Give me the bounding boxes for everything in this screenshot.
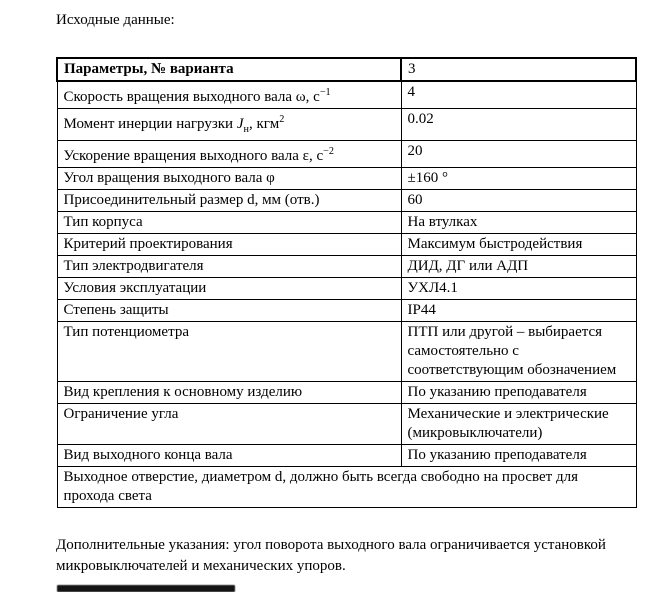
parameters-table: [56, 57, 637, 508]
table-row: [57, 81, 636, 109]
param-label-cell: Ускорение вращения выходного вала ε, $с^{-2}$: [57, 141, 401, 168]
table-row: [57, 278, 636, 300]
param-value-cell: УХЛ4.1: [401, 278, 636, 300]
additional-note: Дополнительные указания: угол поворота выходного вала ограничивается установкой микровыключателей и механических упоров.: [56, 537, 606, 574]
table-row: [57, 256, 636, 278]
param-value-cell: По указанию преподавателя: [401, 382, 636, 404]
param-value-cell: IP44: [401, 300, 636, 322]
param-value-cell: 0.02: [401, 109, 636, 141]
table-row: [57, 168, 636, 190]
table-row: [57, 212, 636, 234]
param-value-cell: 20: [401, 141, 636, 168]
cutoff-text-fragment: [57, 585, 235, 592]
table-row: [57, 109, 636, 141]
table-row: [57, 382, 636, 404]
param-value-cell: ПТП или другой – выбирается самостоятельно с соответствующим обозначением: [401, 322, 636, 382]
param-value-cell: 60: [401, 190, 636, 212]
param-value-cell: Механические и электрические (микровыключатели): [401, 404, 636, 445]
param-value-cell: Максимум быстродействия: [401, 234, 636, 256]
param-label-cell: Момент инерции нагрузки $J_н$, кгм$^2$: [57, 109, 401, 141]
param-value-cell: ДИД, ДГ или АДП: [401, 256, 636, 278]
param-label-cell: Выходное отверстие, диаметром d, должно быть всегда свободно на просвет для прохода света: [57, 467, 636, 508]
param-value-cell: На втулках: [401, 212, 636, 234]
section-title: Исходные данные:: [56, 12, 175, 28]
param-value-cell: ±160 °: [401, 168, 636, 190]
param-label-cell: Параметры, № варианта: [57, 58, 401, 81]
table-row: [57, 404, 636, 445]
parameters-table-body: [57, 58, 636, 508]
table-row: [57, 141, 636, 168]
param-label-cell: Присоединительный размер d, мм (отв.): [57, 190, 401, 212]
param-label-cell: Вид крепления к основному изделию: [57, 382, 401, 404]
param-label-cell: Скорость вращения выходного вала ω, $с^{-1}$: [57, 81, 401, 109]
param-label-cell: Степень защиты: [57, 300, 401, 322]
table-row: [57, 300, 636, 322]
param-label-cell: Тип корпуса: [57, 212, 401, 234]
param-value-cell: 3: [401, 58, 636, 81]
table-row: [57, 58, 636, 81]
param-value-cell: По указанию преподавателя: [401, 445, 636, 467]
param-label-cell: Угол вращения выходного вала φ: [57, 168, 401, 190]
table-row: [57, 234, 636, 256]
table-row: [57, 322, 636, 382]
param-label-cell: Тип электродвигателя: [57, 256, 401, 278]
param-label-cell: Ограничение угла: [57, 404, 401, 445]
table-row: [57, 445, 636, 467]
param-label-cell: Критерий проектирования: [57, 234, 401, 256]
param-label-cell: Условия эксплуатации: [57, 278, 401, 300]
param-value-cell: 4: [401, 81, 636, 109]
table-row: [57, 467, 636, 508]
table-row: [57, 190, 636, 212]
param-label-cell: Вид выходного конца вала: [57, 445, 401, 467]
param-label-cell: Тип потенциометра: [57, 322, 401, 382]
